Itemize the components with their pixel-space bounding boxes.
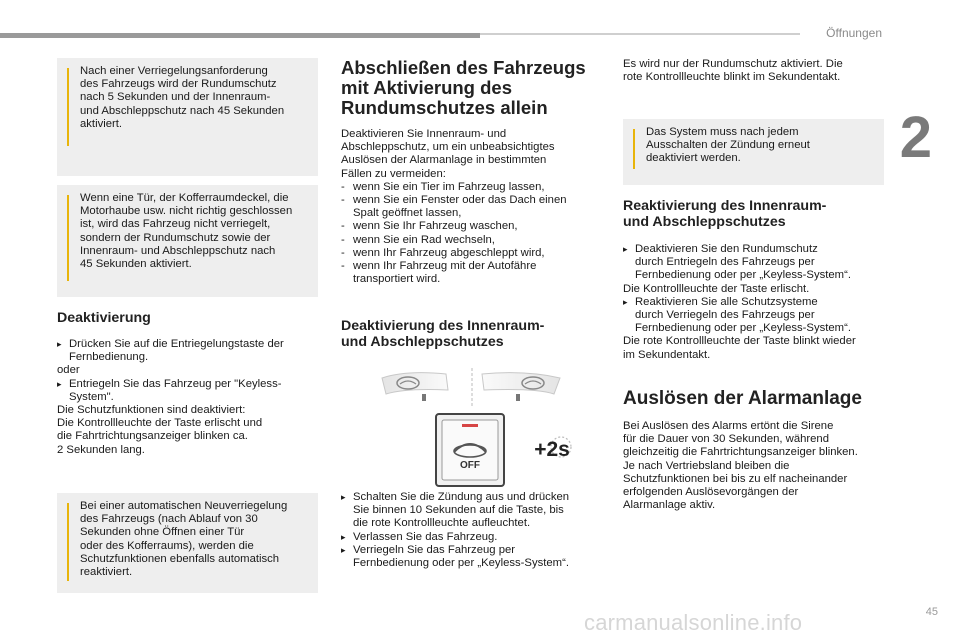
alarm-line: Schutzfunktionen bei bis zu elf nacheinander (623, 472, 848, 485)
note-bar-icon (67, 503, 69, 581)
note-text: Das System muss nach jedem Ausschalten der Zündung erneut deaktiviert werden. (646, 126, 810, 165)
step-item: ▸ Deaktivieren Sie den Rundumschutz (623, 243, 818, 255)
note-box-1 (57, 58, 318, 176)
heading-line: und Abschleppschutzes (623, 214, 786, 230)
intro-line: Abschleppschutz, um ein unbeabsichtigtes (341, 141, 555, 154)
step-continuation: Fernbedienung oder per „Keyless-System“. (635, 269, 851, 282)
heading-line: mit Aktivierung des (341, 77, 512, 98)
heading-line: Reaktivierung des Innenraum- (623, 198, 827, 214)
heading-deactivate-interior (341, 318, 611, 350)
step-item: ▸ Schalten Sie die Zündung aus und drücken (341, 491, 570, 503)
note-bar-icon (67, 68, 69, 146)
heading-line: Rundumschutzes allein (341, 97, 548, 118)
timer-icon (534, 437, 571, 461)
step-arrow-icon: ▸ (57, 339, 62, 349)
intro-line: Es wird nur der Rundumschutz aktiviert. Die (623, 58, 843, 70)
alarm-line: Je nach Vertriebsland bleiben die (623, 459, 790, 472)
watermark: carmanualsonline.info (584, 610, 803, 635)
step-arrow-icon: ▸ (57, 378, 62, 389)
case-continuation: Spalt geöffnet lassen, (353, 207, 462, 220)
case-item: - wenn Sie ein Tier im Fahrzeug lassen, (341, 180, 545, 193)
heading-line: Deaktivierung des Innenraum- (341, 318, 545, 334)
alarm-line: gleichzeitig die Fahrtrichtungsanzeiger blinken. (623, 446, 858, 459)
page-number: 45 (925, 606, 938, 618)
step-item: ▸ Reaktivieren Sie alle Schutzsysteme (623, 295, 818, 308)
alarm-text (623, 420, 888, 512)
button-off-label: OFF (460, 460, 480, 471)
right-sensor-icon (482, 373, 560, 401)
lock-intro (341, 128, 606, 286)
case-item: - wenn Sie ein Fenster oder das Dach einen (341, 194, 567, 207)
case-continuation: transportiert wird. (353, 273, 441, 286)
note-text: Wenn eine Tür, der Kofferraumdeckel, die Motorhaube usw. nicht richtig geschlossen ist, wird das Fahrzeug nicht verriegelt, sondern der Rundumschutz sowie der Innenraum- und Abschleppschutz nach 45 Sekunden aktiviert. (80, 192, 293, 271)
result-line: die Fahrtrichtungsanzeiger blinken ca. (57, 430, 248, 443)
case-item: - wenn Sie Ihr Fahrzeug waschen, (341, 220, 518, 233)
step-arrow-icon: ▸ (623, 296, 628, 307)
heading-deactivation: Deaktivierung (57, 310, 151, 326)
reactivation-steps (623, 243, 888, 362)
step-item: ▸ Verriegeln Sie das Fahrzeug per (341, 543, 516, 556)
alarm-line: für die Dauer von 30 Sekunden, während (623, 433, 829, 446)
step-item: ▸ Entriegeln Sie das Fahrzeug per "Keyless- (57, 377, 282, 390)
perimeter-intro (623, 58, 888, 84)
step-arrow-icon: ▸ (623, 244, 628, 254)
intro-line: Deaktivieren Sie Innenraum- und (341, 128, 507, 140)
button-illustration (376, 364, 576, 489)
header-rule-right (480, 33, 800, 35)
heading-lock-perimeter (341, 58, 611, 118)
result-line: Die rote Kontrollleuchte der Taste blinkt wieder (623, 335, 856, 348)
deactivation-text (57, 338, 319, 457)
note-box-3 (57, 493, 318, 593)
chapter-number: 2 (899, 105, 932, 170)
step-continuation: Fernbedienung. (69, 351, 149, 364)
result-line: 2 Sekunden lang. (57, 443, 145, 456)
section-title: Öffnungen (826, 26, 882, 40)
step-continuation: die rote Kontrollleuchte aufleuchtet. (353, 517, 531, 530)
intro-line: rote Kontrollleuchte blinkt im Sekundentakt. (623, 71, 841, 84)
result-line: Die Kontrollleuchte der Taste erlischt und (57, 417, 263, 430)
note-text: Bei einer automatischen Neuverriegelung des Fahrzeugs (nach Ablauf von 30 Sekunden ohne Öffnen einer Tür oder des Kofferraums), werden die Schutzfunktionen ebenfalls automatisch reaktiviert. (80, 500, 288, 579)
step-continuation: durch Verriegeln des Fahrzeugs per (635, 309, 815, 322)
step-arrow-icon: ▸ (341, 531, 346, 542)
heading-line: und Abschleppschutzes (341, 334, 504, 350)
step-continuation: durch Entriegeln des Fahrzeugs per (635, 256, 815, 269)
step-item: ▸ Drücken Sie auf die Entriegelungstaste der (57, 338, 284, 350)
alarm-line: erfolgenden Auslösevorgängen der (623, 486, 799, 499)
case-item: - wenn Ihr Fahrzeug mit der Autofähre (341, 260, 537, 273)
step-continuation: Fernbedienung oder per „Keyless-System“. (635, 322, 851, 335)
duration-label: +2s (534, 438, 570, 461)
result-line: im Sekundentakt. (623, 348, 711, 361)
alarm-line: Alarmanlage aktiv. (623, 499, 716, 512)
result-line: Die Kontrollleuchte der Taste erlischt. (623, 282, 810, 295)
note-bar-icon (67, 195, 69, 281)
result-line: Die Schutzfunktionen sind deaktiviert: (57, 404, 246, 417)
note-box-2 (57, 185, 318, 297)
deactivation-steps (341, 491, 606, 570)
heading-line: Abschließen des Fahrzeugs (341, 57, 586, 78)
intro-line: Fällen zu vermeiden: (341, 167, 446, 180)
header-rule-left (0, 33, 480, 38)
alarm-line: Bei Auslösen des Alarms ertönt die Sirene (623, 420, 834, 432)
step-item: ▸ Verlassen Sie das Fahrzeug. (341, 530, 498, 543)
heading-reactivation (623, 198, 893, 230)
step-continuation: Fernbedienung oder per „Keyless-System“. (353, 557, 569, 570)
step-arrow-icon: ▸ (341, 492, 346, 502)
alarm-off-button-icon (436, 414, 504, 486)
case-item: - wenn Ihr Fahrzeug abgeschleppt wird, (341, 246, 545, 259)
or-label: oder (57, 364, 80, 377)
note-bar-icon (633, 129, 635, 169)
note-box-4 (623, 119, 884, 185)
step-arrow-icon: ▸ (341, 544, 346, 555)
case-item: - wenn Sie ein Rad wechseln, (341, 233, 495, 246)
left-sensor-icon (382, 373, 448, 401)
step-continuation: System". (69, 390, 114, 403)
intro-line: Auslösen der Alarmanlage in bestimmten (341, 154, 547, 167)
note-text: Nach einer Verriegelungsanforderung des Fahrzeugs wird der Rundumschutz nach 5 Sekunden und der Innenraum- und Abschleppschutz nach 45 Sekunden aktiviert. (80, 65, 285, 130)
heading-alarm-trigger: Auslösen der Alarmanlage (623, 388, 862, 409)
step-continuation: Sie binnen 10 Sekunden auf die Taste, bis (353, 504, 564, 517)
